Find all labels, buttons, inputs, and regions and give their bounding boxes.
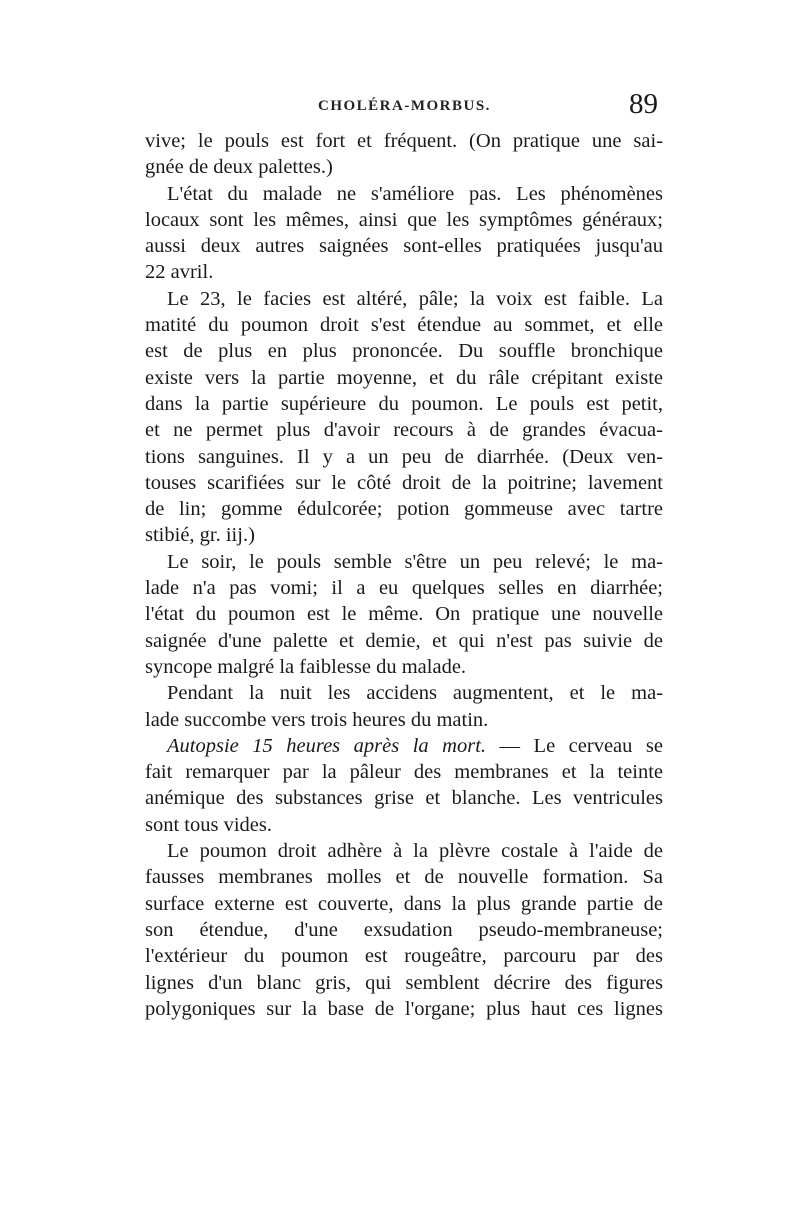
body-text (145, 128, 663, 1022)
text-line: gnée de deux palettes.) (145, 156, 333, 179)
text-line: vive; le pouls est fort et fréquent. (On pratique une sai- (145, 130, 663, 152)
text-line: lade succombe vers trois heures du matin. (145, 708, 489, 731)
running-title: CHOLÉRA-MORBUS. (318, 98, 491, 114)
text-line: polygoniques sur la base de l'organe; plus haut ces lignes (145, 997, 663, 1020)
text-line: fait remarquer par la pâleur des membranes et la teinte (145, 761, 663, 784)
italic-run: Autopsie 15 heures après la mort. (167, 734, 487, 757)
text-line: Pendant la nuit les accidens augmentent, et le ma- (167, 682, 663, 705)
text-line: anémique des substances grise et blanche. Les ventricules (145, 787, 663, 810)
text-line: son étendue, d'une exsudation pseudo-membraneuse; (145, 918, 663, 941)
text-line: et ne permet plus d'avoir recours à de grandes évacua- (145, 419, 663, 442)
text-line: syncope malgré la faiblesse du malade. (145, 655, 467, 678)
text-run: — Le cerveau se (486, 734, 663, 757)
text-line: locaux sont les mêmes, ainsi que les symptômes généraux; (145, 208, 663, 231)
text-line: dans la partie supérieure du poumon. Le pouls est petit, (145, 392, 663, 415)
text-line: existe vers la partie moyenne, et du râle crépitant existe (145, 366, 663, 389)
text-line: 22 avril. (145, 261, 214, 284)
text-line: tions sanguines. Il y a un peu de diarrhée. (Deux ven- (145, 445, 663, 468)
text-line: saignée d'une palette et demie, et qui n'est pas suivie de (145, 629, 663, 652)
text-line (145, 733, 663, 759)
text-line: stibié, gr. iij.) (145, 524, 255, 547)
text-line: matité du poumon droit s'est étendue au sommet, et elle (145, 314, 663, 337)
text-line: de lin; gomme édulcorée; potion gommeuse avec tartre (145, 498, 663, 521)
text-line: fausses membranes molles et de nouvelle formation. Sa (145, 866, 663, 889)
text-line: lade n'a pas vomi; il a eu quelques selles en diarrhée; (145, 577, 663, 600)
text-line: l'extérieur du poumon est rougeâtre, parcouru par des (145, 945, 663, 968)
text-line: L'état du malade ne s'améliore pas. Les phénomènes (167, 182, 663, 205)
text-line: sont tous vides. (145, 813, 272, 836)
text-line: Le poumon droit adhère à la plèvre costale à l'aide de (167, 840, 663, 863)
text-line: lignes d'un blanc gris, qui semblent décrire des figures (145, 971, 663, 994)
text-line: Le soir, le pouls semble s'être un peu relevé; le ma- (167, 550, 663, 573)
text-line: surface externe est couverte, dans la plus grande partie de (145, 892, 663, 915)
text-line: Le 23, le facies est altéré, pâle; la voix est faible. La (167, 287, 663, 310)
page-number: 89 (629, 88, 658, 120)
running-head (168, 88, 658, 122)
text-line: touses scarifiées sur le côté droit de la poitrine; lavement (145, 471, 663, 494)
text-line: aussi deux autres saignées sont-elles pratiquées jusqu'au (145, 235, 663, 258)
text-line: l'état du poumon est le même. On pratique une nouvelle (145, 603, 663, 626)
text-line: est de plus en plus prononcée. Du souffle bronchique (145, 340, 663, 363)
